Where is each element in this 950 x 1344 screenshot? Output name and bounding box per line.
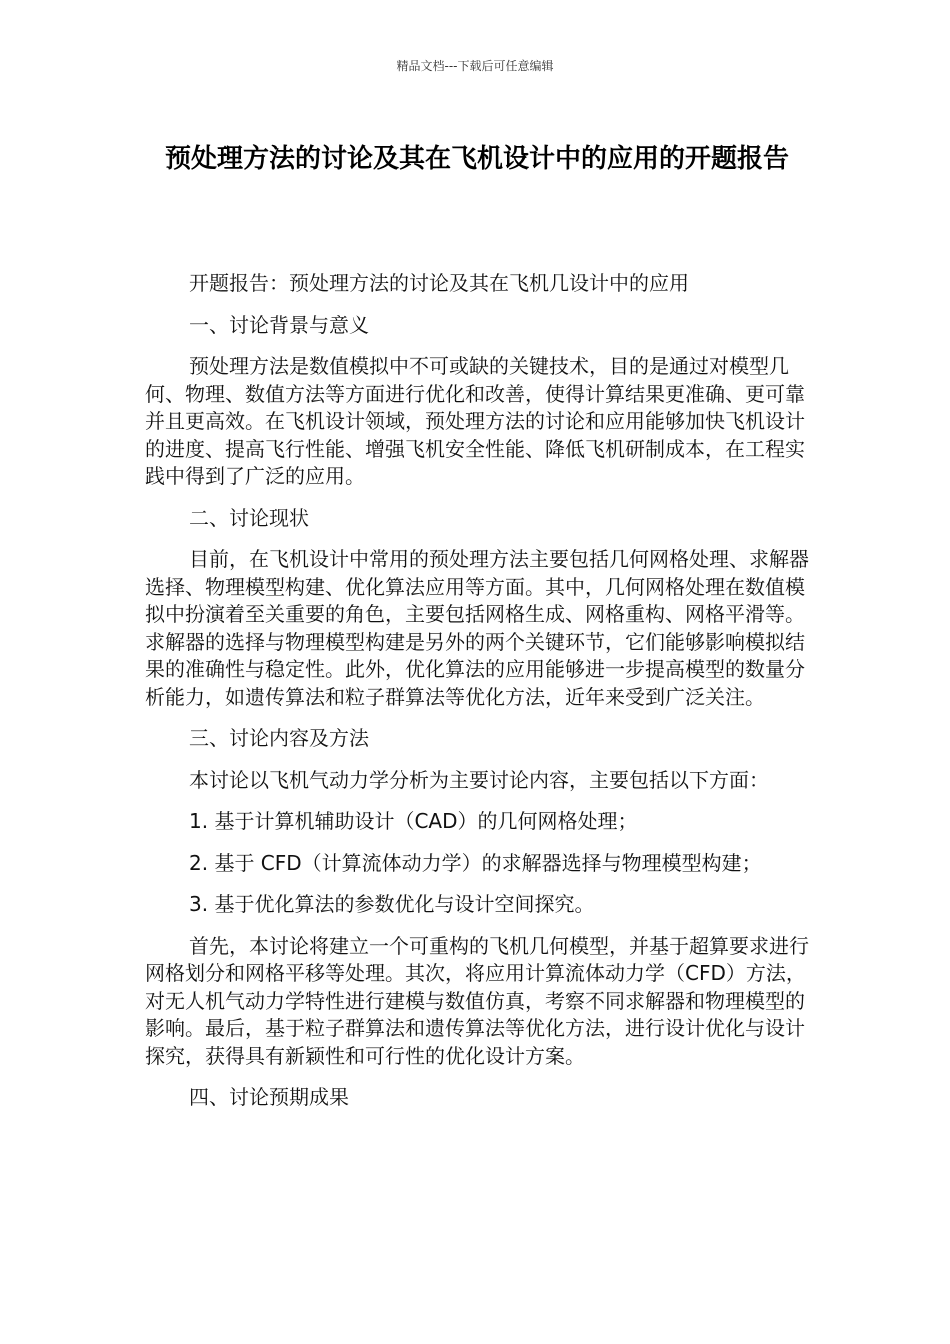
document-body	[145, 270, 809, 1112]
list-item: 2. 基于 CFD（计算流体动力学）的求解器选择与物理模型构建；	[189, 850, 762, 875]
list-item: 1. 基于计算机辅助设计（CAD）的几何网格处理；	[189, 809, 638, 833]
section-heading-content: 三、讨论内容及方法	[189, 726, 369, 750]
subtitle: 开题报告：预处理方法的讨论及其在飞机几设计中的应用	[189, 271, 689, 295]
section-heading-results: 四、讨论预期成果	[189, 1085, 349, 1109]
section-heading-status: 二、讨论现状	[189, 505, 309, 530]
paragraph-method: 首先，本讨论将建立一个可重构的飞机几何模型，并基于超算要求进行网格划分和网格平移等处理。其次，将应用计算流体动力学（CFD）方法，对无人机气动力学特性进行建模与数值仿真，考察不同求解器和物理模型的影响。最后，基于粒子群算法和遗传算法等优化方法，进行设计优化与设计探究，获得具有新颖性和可行性的优化设计方案。	[145, 933, 809, 1068]
paragraph-background: 预处理方法是数值模拟中不可或缺的关键技术，目的是通过对模型几何、物理、数值方法等方面进行优化和改善，使得计算结果更准确、更可靠并且更高效。在飞机设计领域，预处理方法的讨论和应用能够加快飞机设计的进度、提高飞行性能、增强飞机安全性能、降低飞机研制成本，在工程实践中得到了广泛的应用。	[145, 354, 805, 488]
document-title: 预处理方法的讨论及其在飞机设计中的应用的开题报告	[164, 144, 789, 174]
list-item: 3. 基于优化算法的参数优化与设计空间探究。	[189, 892, 595, 916]
paragraph-status: 目前，在飞机设计中常用的预处理方法主要包括几何网格处理、求解器选择、物理模型构建、优化算法应用等方面。其中，几何网格处理在数值模拟中扮演着至关重要的角色，主要包括网格生成、网格重构、网格平滑等。求解器的选择与物理模型构建是另外的两个关键环节，它们能够影响模拟结果的准确性与稳定性。此外，优化算法的应用能够进一步提高模型的数量分析能力，如遗传算法和粒子群算法等优化方法，近年来受到广泛关注。	[145, 547, 809, 709]
paragraph-content-intro: 本讨论以飞机气动力学分析为主要讨论内容，主要包括以下方面：	[189, 767, 769, 792]
section-heading-background: 一、讨论背景与意义	[189, 312, 369, 337]
header-note: 精品文档---下载后可任意编辑	[396, 59, 554, 73]
